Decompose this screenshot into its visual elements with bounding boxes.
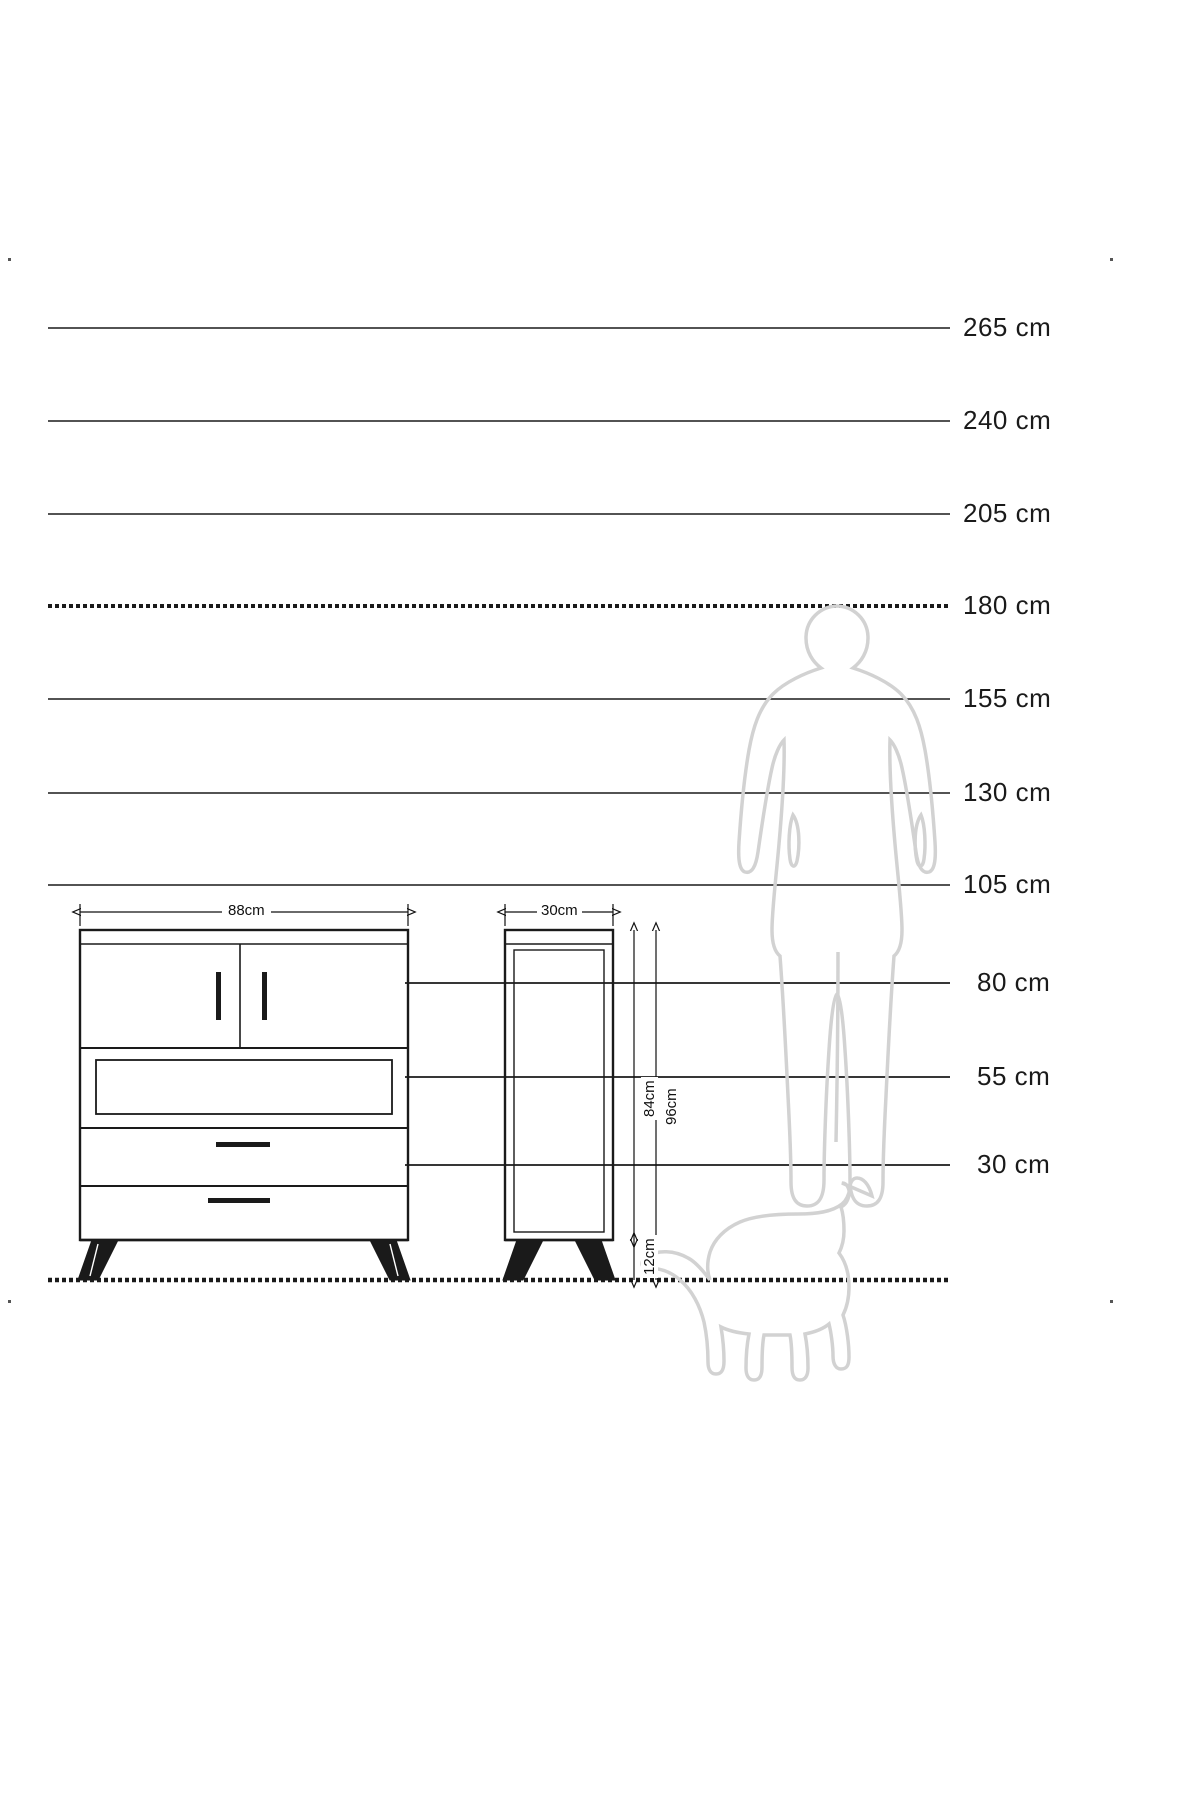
scale-label-80: 80 cm — [977, 967, 1051, 997]
scale-label-265: 265 cm — [963, 312, 1052, 342]
registration-dot-bottom-left — [8, 1300, 11, 1303]
scale-label-105: 105 cm — [963, 869, 1052, 899]
scale-label-55: 55 cm — [977, 1061, 1051, 1091]
dim-label-96cm: 96cm — [663, 1085, 680, 1128]
dim-label-84cm: 84cm — [641, 1077, 658, 1120]
dim-label-30cm: 30cm — [537, 902, 582, 919]
scale-label-180: 180 cm — [963, 590, 1052, 620]
dimension-lines — [80, 904, 656, 1280]
registration-dot-bottom-right — [1110, 1300, 1113, 1303]
dim-label-88cm: 88cm — [222, 902, 271, 919]
scale-label-155: 155 cm — [963, 683, 1052, 713]
scale-label-130: 130 cm — [963, 777, 1052, 807]
cabinet-leg-right — [575, 1240, 615, 1280]
drawer-handle-1 — [216, 1142, 270, 1147]
scale-label-240: 240 cm — [963, 405, 1052, 435]
door-handle-right — [262, 972, 267, 1020]
cabinet-door — [514, 950, 604, 1232]
open-shelf — [96, 1060, 392, 1114]
sideboard — [78, 930, 410, 1280]
registration-dot-top-right — [1110, 258, 1113, 261]
cabinet-body — [505, 930, 613, 1240]
sideboard-body — [80, 930, 408, 1240]
door-handle-left — [216, 972, 221, 1020]
scale-label-205: 205 cm — [963, 498, 1052, 528]
registration-dot-top-left — [8, 258, 11, 261]
scale-lines — [48, 328, 950, 1280]
scale-label-30: 30 cm — [977, 1149, 1051, 1179]
dim-label-12cm: 12cm — [641, 1235, 658, 1278]
drawer-handle-2 — [208, 1198, 270, 1203]
cabinet-leg-left — [503, 1240, 543, 1280]
human-silhouette — [739, 606, 936, 1206]
